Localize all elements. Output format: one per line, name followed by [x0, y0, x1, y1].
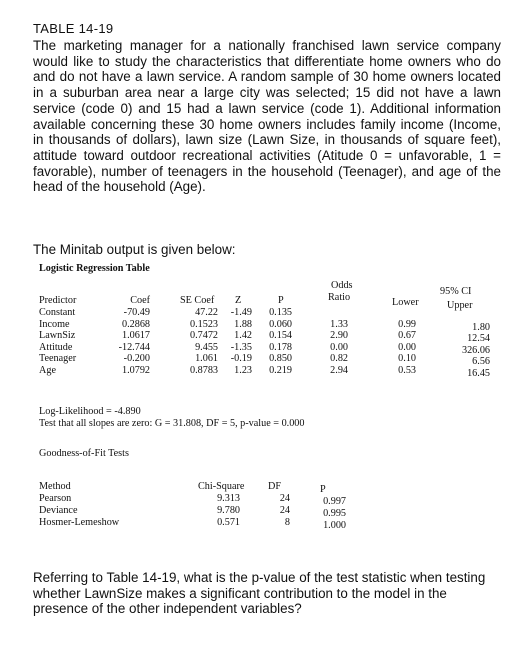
cell-gof-p: 0.997	[323, 496, 346, 507]
cell-coef: -70.49	[123, 307, 150, 318]
col-upper: Upper	[447, 300, 473, 311]
cell-z: 1.88	[234, 318, 252, 330]
col-coef: Coef	[130, 295, 150, 306]
cell-method: Pearson	[39, 493, 72, 504]
cell-lower: 0.10	[398, 353, 416, 365]
logistic-table-heading: Logistic Regression Table	[39, 263, 150, 274]
col-z: Z	[235, 295, 242, 306]
table-title: TABLE 14-19	[33, 21, 114, 36]
cell-p: 0.178	[269, 341, 292, 353]
cell-se-coef: 47.22	[195, 307, 218, 318]
cell-df: 8	[284, 516, 290, 528]
cell-p: 0.219	[269, 365, 292, 376]
cell-z: -1.35	[230, 341, 252, 353]
cell-odds-ratio: 0.82	[330, 353, 348, 365]
cell-upper: 1.80	[472, 321, 490, 333]
ci-header: 95% CI	[440, 286, 472, 297]
cell-method: Deviance	[39, 504, 78, 516]
cell-predictor: Income	[39, 318, 70, 330]
cell-se-coef: 0.1523	[189, 318, 218, 330]
cell-p: 0.060	[269, 318, 292, 330]
cell-odds-ratio: 2.90	[330, 330, 348, 342]
cell-lower: 0.67	[398, 330, 416, 342]
cell-upper: 6.56	[472, 356, 490, 368]
col-method: Method	[39, 481, 71, 492]
cell-coef: 1.0792	[121, 365, 150, 376]
cell-chi-square: 9.313	[217, 493, 240, 504]
cell-predictor: Age	[39, 365, 56, 376]
col-df: DF	[268, 481, 282, 492]
cell-p: 0.135	[269, 307, 292, 318]
cell-p: 0.154	[269, 330, 292, 342]
cell-p: 0.850	[269, 353, 292, 365]
cell-df: 24	[279, 493, 290, 504]
cell-upper: 326.06	[461, 344, 490, 356]
col-p: P	[278, 295, 284, 306]
col-predictor: Predictor	[39, 295, 77, 306]
minitab-intro: The Minitab output is given below:	[33, 242, 236, 257]
log-likelihood: Log-Likelihood = -4.890	[39, 406, 141, 417]
question-text: Referring to Table 14-19, what is the p-value of the test statistic when testing whether LawnSize makes a significant contribution to the model in the presence of the other independent variables?	[33, 570, 486, 617]
cell-se-coef: 0.7472	[189, 330, 218, 342]
gof-heading: Goodness-of-Fit Tests	[39, 448, 129, 459]
problem-description: The marketing manager for a nationally franchised lawn service company would like to study the characteristics that differentiate home owners who do and do not have a lawn service. A random sample of 30 home owners located in a suburban area near a large city was selected; 15 did not have a lawn service (code 0) and 15 had a lawn service (code 1). Additional information available concerning these 30 home owners includes family income (Income, in thousands of dollars), lawn size (Lawn Size, in thousands of square feet), attitude toward outdoor recreational activities (Atitude 0 = unfavorable, 1 = favorable), number of teenagers in the household (Teenager), and age of the head of the household (Age).	[33, 38, 501, 195]
cell-se-coef: 0.8783	[189, 365, 218, 376]
odds-header: Odds	[331, 280, 353, 291]
cell-coef: -0.200	[123, 353, 150, 365]
cell-coef: 1.0617	[121, 330, 150, 342]
cell-odds-ratio: 1.33	[330, 318, 348, 330]
cell-coef: 0.2868	[121, 318, 150, 330]
cell-upper: 12.54	[467, 333, 490, 345]
cell-predictor: LawnSiz	[39, 330, 76, 342]
cell-gof-p: 1.000	[323, 519, 346, 531]
cell-odds-ratio: 0.00	[330, 341, 348, 353]
cell-se-coef: 1.061	[195, 353, 218, 365]
cell-lower: 0.53	[398, 365, 416, 376]
col-lower: Lower	[392, 297, 419, 308]
cell-lower: 0.99	[398, 318, 416, 330]
cell-z: 1.23	[234, 365, 252, 376]
cell-z: 1.42	[234, 330, 252, 342]
cell-predictor: Teenager	[39, 353, 77, 365]
cell-coef: -12.744	[118, 341, 150, 353]
col-gof-p: P	[320, 484, 326, 495]
cell-df: 24	[279, 504, 290, 516]
cell-chi-square: 0.571	[217, 516, 240, 528]
cell-z: -0.19	[230, 353, 252, 365]
cell-chi-square: 9.780	[217, 504, 240, 516]
cell-gof-p: 0.995	[323, 507, 346, 519]
cell-lower: 0.00	[398, 341, 416, 353]
col-se-coef: SE Coef	[180, 295, 215, 306]
cell-se-coef: 9.455	[195, 341, 218, 353]
cell-odds-ratio: 2.94	[330, 365, 348, 376]
ratio-header: Ratio	[328, 292, 351, 303]
cell-predictor: Attitude	[39, 341, 73, 353]
cell-predictor: Constant	[39, 307, 76, 318]
col-chi-square: Chi-Square	[198, 481, 245, 492]
slopes-test: Test that all slopes are zero: G = 31.808, DF = 5, p-value = 0.000	[39, 418, 305, 429]
cell-upper: 16.45	[467, 368, 490, 379]
cell-method: Hosmer-Lemeshow	[39, 516, 120, 528]
cell-z: -1.49	[230, 307, 252, 318]
